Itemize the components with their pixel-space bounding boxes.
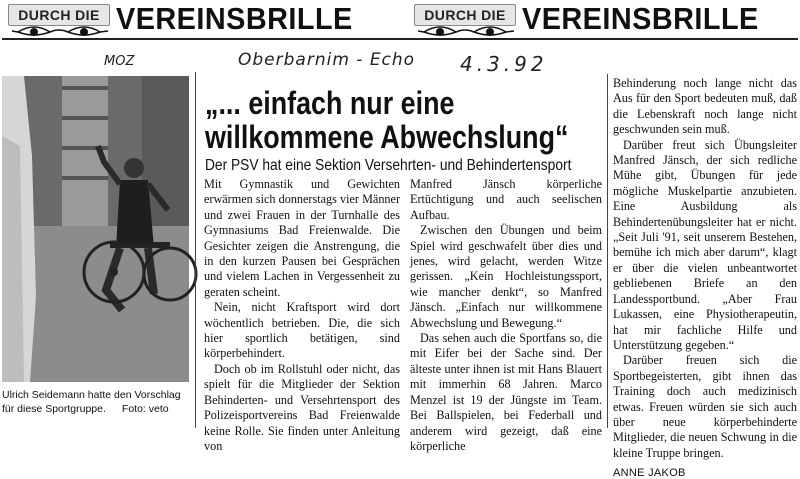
masthead-title: VEREINSBRILLE [522, 1, 759, 36]
column-divider [195, 72, 196, 428]
caption-line: Ulrich Seidemann hatte den Vorschlag [2, 389, 181, 401]
column-divider [607, 74, 608, 428]
article-column-1 [204, 177, 400, 454]
article-paragraph: Darüber freuen sich die Sportbegeisterten, gibt ihnen das Training doch auch medizinisch etwas. Freuen würden sie sich auch über neue körperbehinderte Mitglieder, die neuen Schwung in die kleine Truppe bringen. [613, 353, 797, 460]
wheelchair-athlete-photo [2, 76, 189, 382]
handwritten-source: Oberbarnim - Echo [238, 50, 416, 70]
handwritten-date: 4.3.92 [460, 52, 548, 76]
glasses-icon [12, 22, 112, 38]
article-paragraph: Das sehen auch die Sportfans so, die mit Eifer bei der Sache sind. Der älteste unter ihnen ist mit Hans Blauert mit immerhin 68 Jahren. Marco Menzel ist 19 der Jüngste im Team. Bei Ballspielen, bei Federball und anderem wird gezeigt, daß eine körperliche [410, 331, 602, 453]
masthead-right [414, 0, 798, 38]
headline-line: „... einfach nur eine [205, 85, 455, 121]
article-paragraph: Nein, nicht Kraftsport wird dort wöchentlich betrieben. Die, die sich hier sportlich betätigen, sind körperbehindert. [204, 300, 400, 361]
article-paragraph: Doch ob im Rollstuhl oder nicht, das spielt für die Mitglieder der Sektion Behinderten- und Versehrtensport des Polizeisportvereins Bad Freienwalde keine Rolle. Sie finden unter Anleitung von [204, 361, 400, 453]
article-column-3 [613, 76, 797, 479]
article-headline [205, 86, 568, 154]
caption-line: für diese Sportgruppe. [2, 403, 106, 415]
article-photo [2, 76, 189, 382]
masthead-left [8, 0, 388, 38]
article-author: ANNE JAKOB [613, 467, 686, 479]
article-paragraph: Behinderung noch lange nicht das Aus für den Sport bedeuten muß, daß die Lebenskraft noch lange nicht geschwunden sein muß. [613, 76, 797, 137]
glasses-icon [418, 22, 518, 38]
masthead-kicker: DURCH DIE [8, 4, 110, 26]
article-paragraph: Manfred Jänsch körperliche Ertüchtigung und auch seelischen Aufbau. [410, 177, 602, 222]
photo-credit: Foto: veto [121, 403, 169, 415]
masthead-rule [2, 38, 798, 40]
article-subhead: Der PSV hat eine Sektion Versehrten- und Behindertensport [205, 157, 572, 174]
handwritten-paper-tag: MOZ [104, 54, 135, 69]
photo-caption [2, 388, 192, 416]
article-paragraph: Mit Gymnastik und Gewichten erwärmen sich donnerstags vier Männer und zwei Frauen in der Turnhalle des Gymnasiums Bad Freienwalde. Die Gesichter zeigen die Anstrengung, die in den kurzen Pausen bei Gesprächen und vielem Lachen in Vergessenheit zu geraten scheint. [204, 177, 400, 299]
article-column-2 [410, 177, 602, 454]
masthead-title: VEREINSBRILLE [116, 1, 353, 36]
masthead-kicker: DURCH DIE [414, 4, 516, 26]
headline-line: willkommene Abwechslung“ [205, 119, 569, 155]
article-paragraph: Zwischen den Übungen und beim Spiel wird geschwafelt über dies und jenes, wird gelacht, werden Witze gerissen. „Kein Hochleistungssport, wie mancher denkt“, so Manfred Jänsch. „Einfach nur willkommene Abwechslung und Bewegung.“ [410, 223, 602, 330]
article-paragraph: Darüber freut sich Übungsleiter Manfred Jänsch, der sich redliche Mühe gibt, Übungen für jede mögliche Muskelpartie anzubieten. Eine Ausbildung als Behindertenübungsleiter hat er nicht. „Seit Juli '91, seit unserem Bestehen, bemühe ich mich aber darum“, klagt er über die vielen unbeantwortet gebliebenen Briefe an den Landessportbund. „Aber Frau Lukassen, eine Physiotherapeutin, hat mir fachliche Hilfe und Unterstützung gegeben.“ [613, 137, 797, 352]
